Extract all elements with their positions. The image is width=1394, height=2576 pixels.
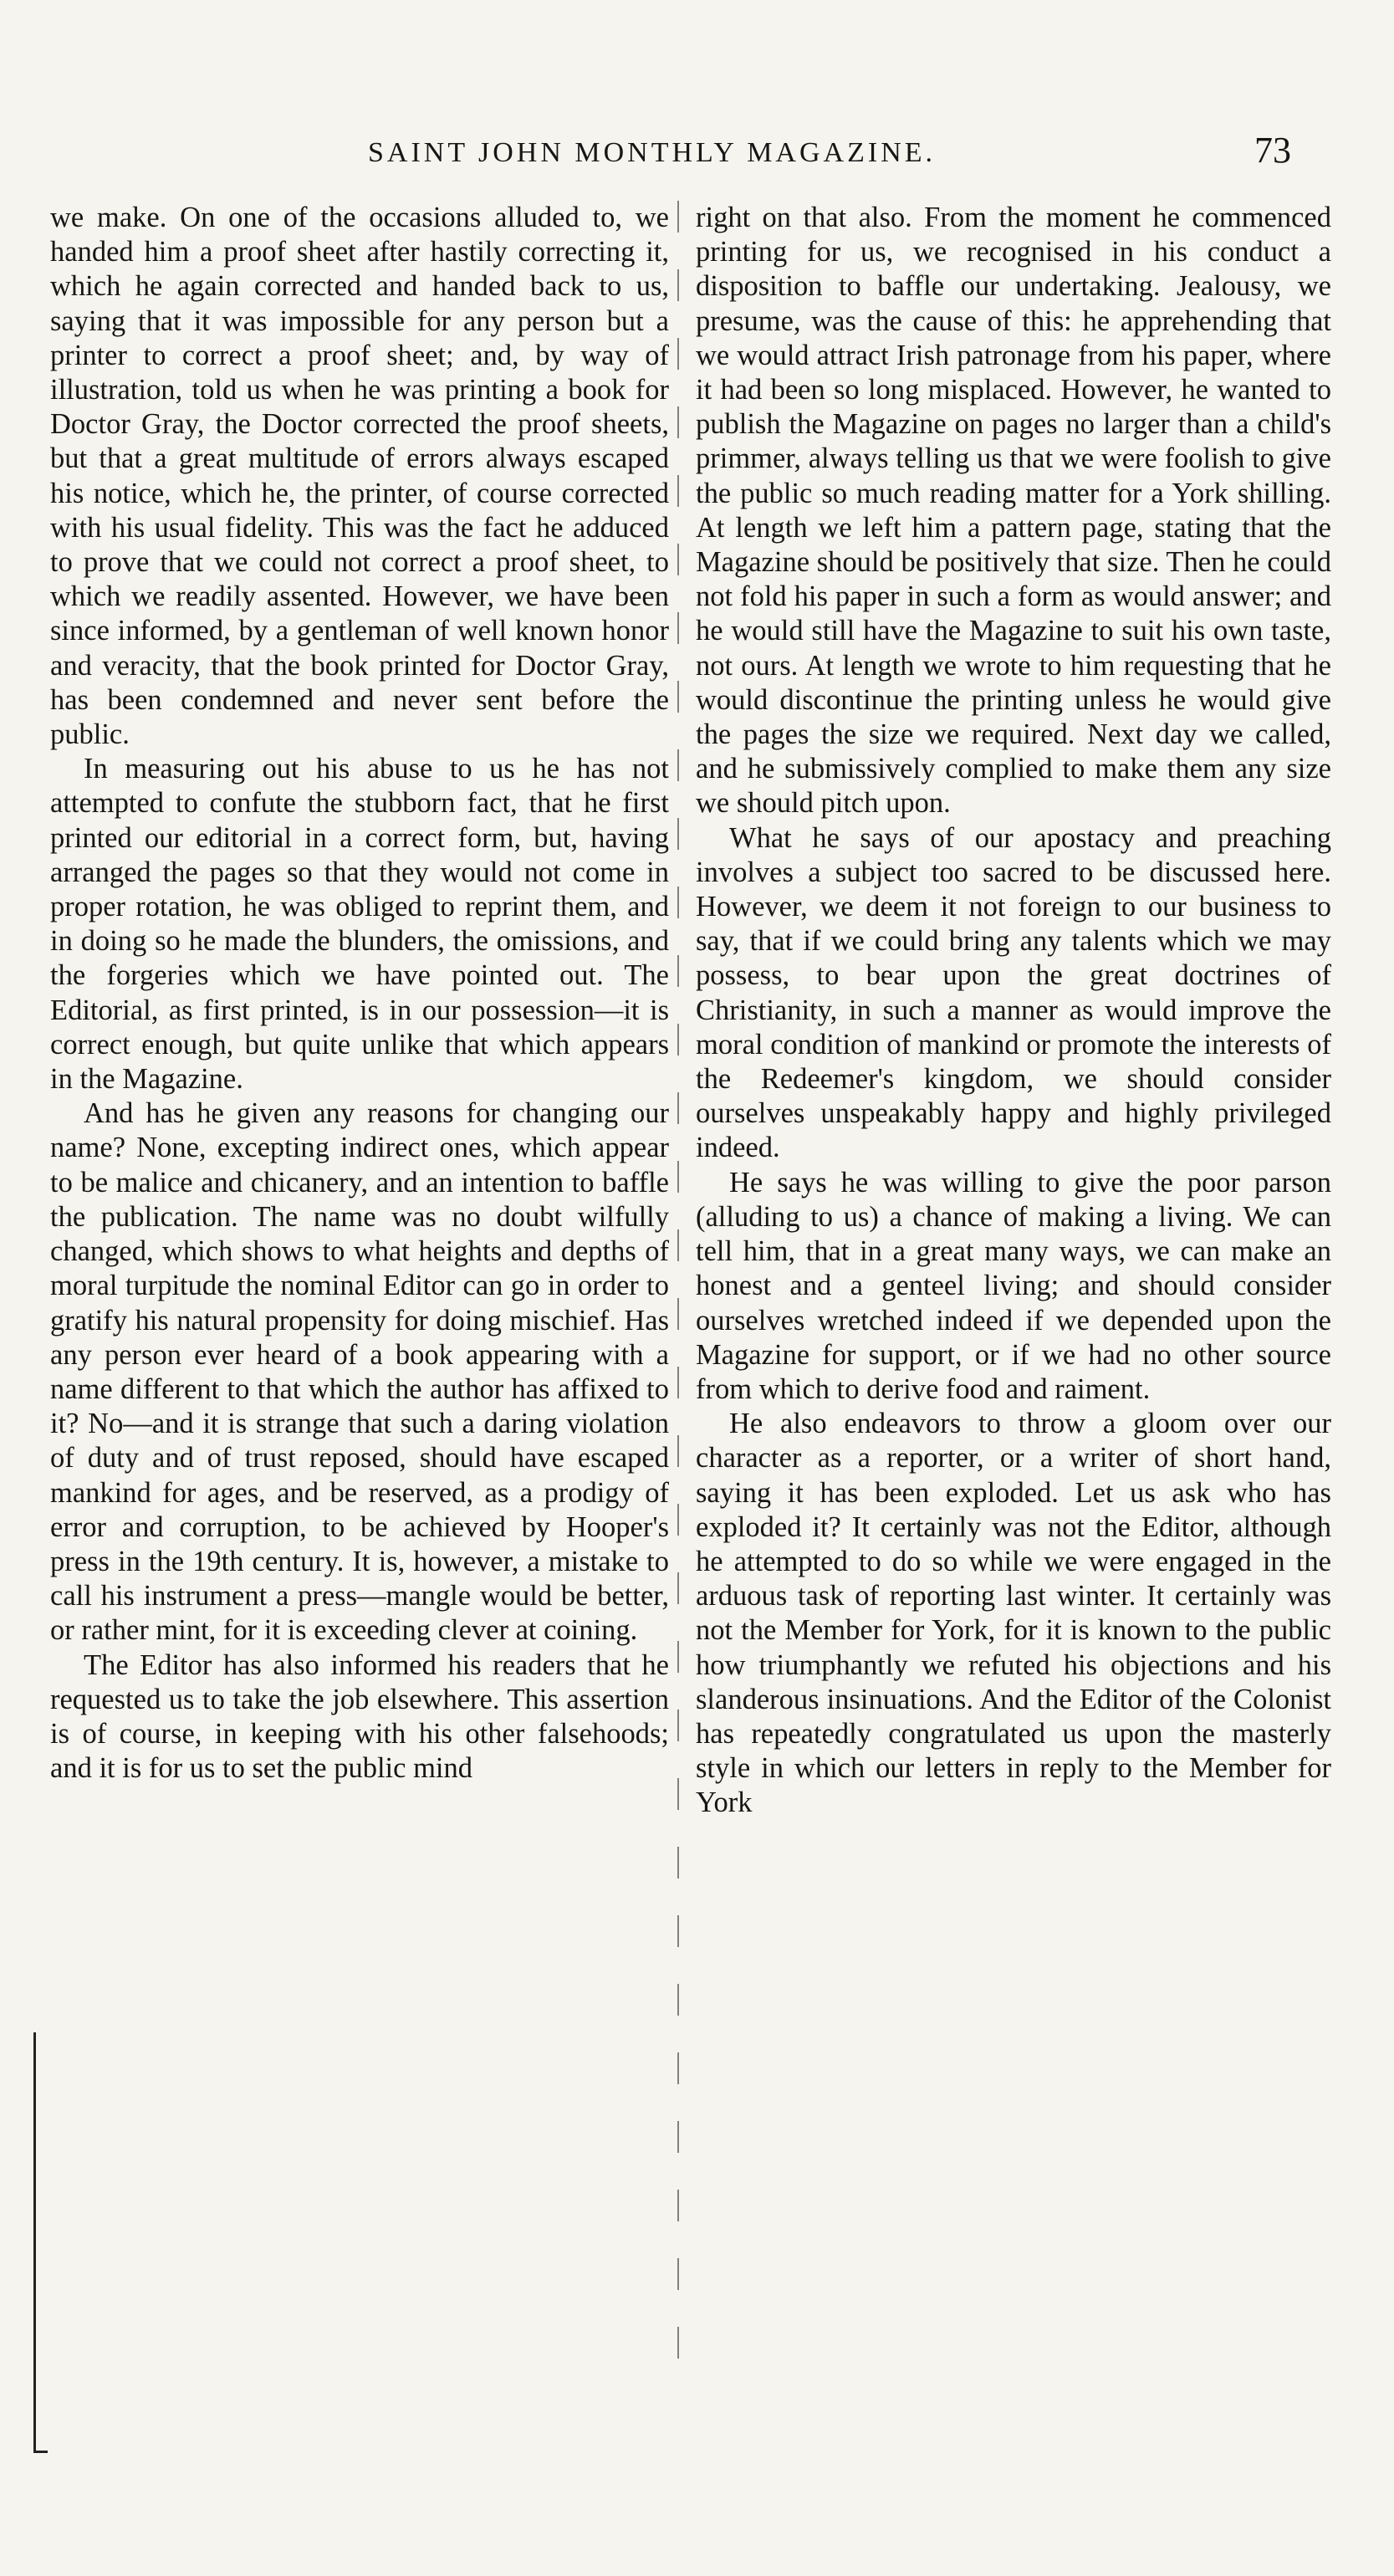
page-header (0, 125, 1394, 176)
left-column (50, 201, 669, 1786)
running-title: SAINT JOHN MONTHLY MAGAZINE. (368, 137, 937, 168)
right-column (696, 201, 1331, 1821)
page-number: 73 (1254, 130, 1291, 171)
column-divider (677, 201, 679, 2375)
paragraph: right on that also. From the moment he commenced printing for us, we recognised in his conduct a disposition to baffle our undertaking. Jealousy, we presume, was the cause of this: he apprehending that we would attract Irish patronage from his paper, where it had been so long misplaced. However, he wanted to publish the Magazine on pages no larger than a child's primmer, always telling us that we were foolish to give the public so much reading matter for a York shilling. At length we left him a pattern page, stating that the Magazine should be positively that size. Then he could not fold his paper in such a form as would answer; and he would still have the Magazine to suit his own taste, not ours. At length we wrote to him requesting that he would discontinue the printing unless he would give the pages the size we required. Next day we called, and he submissively complied to make them any size we should pitch upon. (696, 202, 1331, 820)
paragraph: What he says of our apostacy and preaching involves a subject too sacred to be discussed here. However, we deem it not foreign to our business to say, that if we could bring any talents which we may possess, to bear upon the great doctrines of Christianity, in such a manner as would improve the moral condition of mankind or promote the interests of the Redeemer's kingdom, we should consider ourselves unspeakably happy and highly privileged indeed. (696, 821, 1331, 1164)
paragraph: He says he was willing to give the poor parson (alluding to us) a chance of making a living. We can tell him, that in a great many ways, we can make an honest and a genteel living; and should consider ourselves wretched indeed if we depended upon the Magazine for support, or if we had no other source from which to derive food and raiment. (696, 1166, 1331, 1405)
paragraph: He also endeavors to throw a gloom over our character as a reporter, or a writer of short hand, saying it has been exploded. Let us ask who has exploded it? It certainly was not the Editor, although he attempted to do so while we were engaged in the arduous task of reporting last winter. It certainly was not the Member for York, for it is known to the public how triumphantly we refuted his objections and his slanderous insinuations. And the Editor of the Colonist has repeatedly congratulated us upon the masterly style in which our letters in reply to the Member for York (696, 1408, 1331, 1819)
paragraph: The Editor has also informed his readers that he requested us to take the job elsewhere. This assertion is of course, in keeping with his other falsehoods; and it is for us to set the public mind (50, 1648, 669, 1785)
paragraph: And has he given any reasons for changing our name? None, excepting indirect ones, which appear to be malice and chicanery, and an intention to baffle the publication. The name was no doubt wilfully changed, which shows to what heights and depths of moral turpitude the nominal Editor can go in order to gratify his natural propensity for doing mischief. Has any person ever heard of a book appearing with a name different to that which the author has affixed to it? No—and it is strange that such a daring violation of duty and of trust reposed, should have escaped mankind for ages, and be reserved, as a prodigy of error and corruption, to be achieved by Hooper's press in the 19th century. It is, however, a mistake to call his instrument a press—mangle would be better, or rather mint, for it is exceeding clever at coining. (50, 1097, 669, 1647)
paragraph: In measuring out his abuse to us he has not attempted to confute the stubborn fact, that he first printed our editorial in a correct form, but, having arranged the pages so that they would not come in proper rotation, he was obliged to reprint them, and in doing so he made the blunders, the omissions, and the forgeries which we have pointed out. The Editorial, as first printed, is in our possession—it is correct enough, but quite unlike that which appears in the Magazine. (50, 753, 669, 1096)
margin-bracket (33, 2032, 48, 2453)
paragraph: we make. On one of the occasions alluded to, we handed him a proof sheet after hastily correcting it, which he again corrected and handed back to us, saying that it was impossible for any person but a printer to correct a proof sheet; and, by way of illustration, told us when he was printing a book for Doctor Gray, the Doctor corrected the proof sheets, but that a great multitude of errors always escaped his notice, which he, the printer, of course corrected with his usual fidelity. This was the fact he adduced to prove that we could not correct a proof sheet, to which we readily assented. However, we have been since informed, by a gentleman of well known honor and veracity, that the book printed for Doctor Gray, has been condemned and never sent before the public. (50, 202, 669, 751)
